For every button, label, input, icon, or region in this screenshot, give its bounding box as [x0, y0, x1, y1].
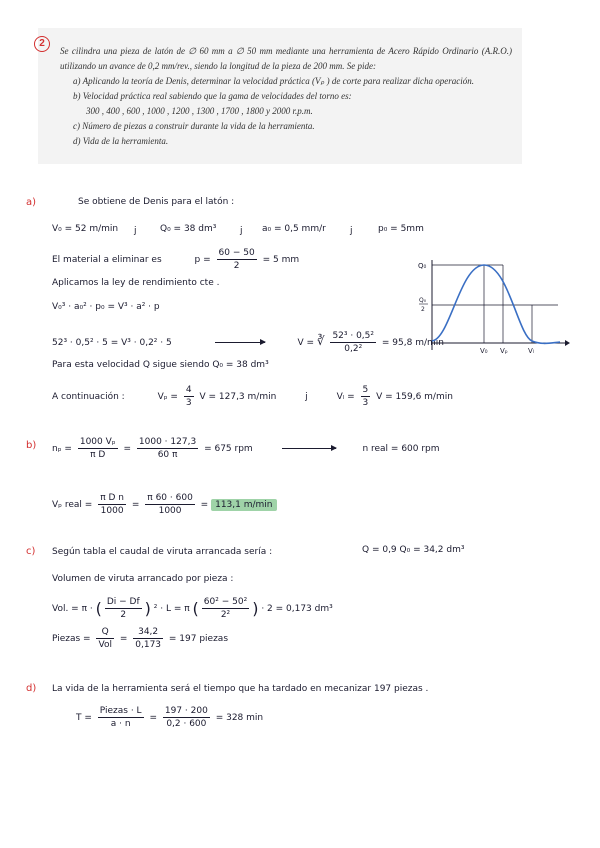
problem-item-c: c) Número de piezas a construir durante la vida de la herramienta.	[73, 121, 315, 131]
separator: j	[240, 226, 243, 236]
v-result: = 95,8 m/min	[381, 338, 444, 348]
t-equation-row: T = $\frac{\text{Piezas · L}}{a \cdot n}$ = $\frac{197 \cdot 200}{0,2 \cdot 600}$ = 328 min	[76, 706, 264, 729]
vp-fraction: $\frac{4}{3}$	[185, 385, 192, 408]
velocities-row	[52, 384, 453, 409]
vl-result: V = 159,6 m/min	[376, 392, 453, 402]
vp-real-pre: Vₚ real =	[52, 500, 93, 510]
volume-text: Volumen de viruta arrancado por pieza :	[52, 574, 234, 584]
part-d-label: d)	[26, 683, 37, 694]
equation-2: 52³ · 0,5² · 5 = V³ · 0,2² · 5	[52, 338, 172, 348]
part-c-label: c)	[26, 546, 36, 557]
x-label-v0: V₀	[480, 347, 488, 355]
x-label-vl: Vₗ	[528, 347, 534, 355]
separator: j	[350, 226, 353, 236]
np-fraction: $\frac{\text{1000 Vₚ}}{\text{π D}}$	[79, 437, 116, 460]
part-a-label: a)	[26, 197, 37, 208]
problem-text	[60, 44, 512, 149]
separator: j	[305, 392, 308, 402]
depth-equation	[52, 247, 299, 272]
vp-real-fraction-values: $\frac{\pi 60 \cdot 600}{1000}$	[147, 493, 193, 516]
part-d-intro: La vida de la herramienta será el tiempo que ha tardado en mecanizar 197 piezas .	[52, 684, 429, 694]
problem-item-d: d) Vida de la herramienta.	[73, 136, 169, 146]
p-fraction: $\frac{60 - 50}{2}$	[218, 248, 255, 271]
vl-fraction: $\frac{5}{3}$	[362, 385, 369, 408]
q-curve	[432, 265, 560, 343]
vp-real-fraction: $\frac{\text{π D n}}{1000}$	[100, 493, 124, 516]
p0-value: p₀ = 5mm	[378, 224, 424, 234]
q-equation: Q = 0,9 Q₀ = 34,2 dm³	[362, 545, 465, 555]
t-result: = 328 min	[215, 713, 264, 723]
x-label-vp: Vₚ	[500, 347, 508, 355]
t-fraction: $\frac{\text{Piezas · L}}{a \cdot n}$	[99, 706, 142, 729]
equation-1: V₀³ · a₀² · p₀ = V³ · a² · p	[52, 302, 160, 312]
problem-item-a: a) Aplicando la teoría de Denis, determinar la velocidad práctica (Vₚ ) de corte para realizar dicha operación.	[73, 76, 475, 86]
np-result: = 675 rpm	[204, 444, 253, 454]
piezas-result: = 197 piezas	[168, 634, 229, 644]
np-equation-row: nₚ = $\frac{\text{1000 Vₚ}}{\text{π D}}$ = $\frac{1000 \cdot 127,3}{60 \pi}$ = 675 rpm n real = 600 rpm	[52, 437, 440, 460]
p-result: = 5 mm	[262, 255, 300, 265]
problem-item-b: b) Velocidad práctica real sabiendo que la gama de velocidades del torno es:	[73, 91, 352, 101]
np-fraction-values: $\frac{1000 \cdot 127,3}{60 \pi}$	[138, 437, 197, 460]
continuation-text: A continuación :	[52, 392, 125, 402]
t-fraction-values: $\frac{197 \cdot 200}{0,2 \cdot 600}$	[164, 706, 208, 729]
piezas-fraction-values: $\frac{34,2}{0,173}$	[135, 627, 162, 650]
q-vs-v-graph	[410, 255, 570, 365]
np-pre: nₚ =	[52, 444, 72, 454]
v-root-fraction: $\frac{\text{52³ · 0,5²}}{\text{0,2²}}$	[332, 331, 375, 354]
equation-2-row	[52, 330, 444, 355]
p-eq: p =	[194, 255, 211, 265]
vol-fraction: $\frac{Di - Df}{2}$	[106, 597, 140, 620]
arrow-icon	[215, 342, 265, 343]
volume-row: Vol. = π · ( $\frac{Di - Df}{2}$ ) ² · L = π ( $\frac{\text{60² − 50²}}{\text{2²}}$ ) · 2 = 0,173 dm³	[52, 597, 333, 620]
v0-value: V₀ = 52 m/min	[52, 224, 119, 234]
piezas-fraction: $\frac{Q}{\text{Vol}}$	[98, 627, 112, 650]
x-axis-arrow	[565, 340, 570, 346]
v-label: V =	[297, 338, 315, 348]
q0-value: Q₀ = 38 dm³	[160, 224, 217, 234]
vp-real-result-highlight: 113,1 m/min	[211, 499, 276, 511]
y-label-q0: Q₀	[418, 262, 427, 270]
part-b-label: b)	[26, 440, 37, 451]
part-c-intro: Según tabla el caudal de viruta arrancada sería :	[52, 547, 273, 557]
vl-pre: Vₗ =	[336, 392, 355, 402]
y-label-half-num: Q₀	[419, 297, 427, 304]
vol-mid: ² · L = π	[153, 604, 190, 614]
vp-real-row: Vₚ real = $\frac{\text{π D n}}{1000}$ = $\frac{\pi 60 \cdot 600}{1000}$ = 113,1 m/min	[52, 492, 277, 517]
problem-number-badge: 2	[34, 36, 50, 52]
vol-result: · 2 = 0,173 dm³	[261, 604, 333, 614]
vp-result: V = 127,3 m/min	[199, 392, 277, 402]
arrow-icon	[282, 448, 336, 449]
law-text: Aplicamos la ley de rendimiento cte .	[52, 278, 220, 288]
q-text: Para esta velocidad Q sigue siendo Q₀ = 38 dm³	[52, 360, 269, 370]
piezas-pre: Piezas =	[52, 634, 91, 644]
vol-fraction-values: $\frac{\text{60² − 50²}}{\text{2²}}$	[203, 597, 248, 620]
n-real: n real = 600 rpm	[362, 444, 440, 454]
separator: j	[134, 226, 137, 236]
t-pre: T =	[76, 713, 92, 723]
material-text: El material a eliminar es	[52, 255, 162, 265]
y-label-half-den: 2	[421, 306, 425, 313]
cube-root-icon: ∛	[316, 334, 325, 348]
vp-pre: Vₚ =	[157, 392, 178, 402]
part-a-intro: Se obtiene de Denis para el latón :	[78, 197, 235, 207]
problem-intro: Se cilindra una pieza de latón de ∅ 60 mm a ∅ 50 mm mediante una herramienta de Acero Rápido Ordinario (A.R.O.) utilizando un avance de 0,2 mm/rev., siendo la longitud de la pieza de 200 mm. Se pide:	[60, 46, 512, 71]
a0-value: a₀ = 0,5 mm/r	[262, 224, 326, 234]
problem-item-b-speeds: 300 , 400 , 600 , 1000 , 1200 , 1300 , 1700 , 1800 y 2000 r.p.m.	[86, 106, 313, 116]
piezas-row: Piezas = $\frac{Q}{\text{Vol}}$ = $\frac{34,2}{0,173}$ = 197 piezas	[52, 627, 229, 650]
vol-pre: Vol. = π ·	[52, 604, 93, 614]
